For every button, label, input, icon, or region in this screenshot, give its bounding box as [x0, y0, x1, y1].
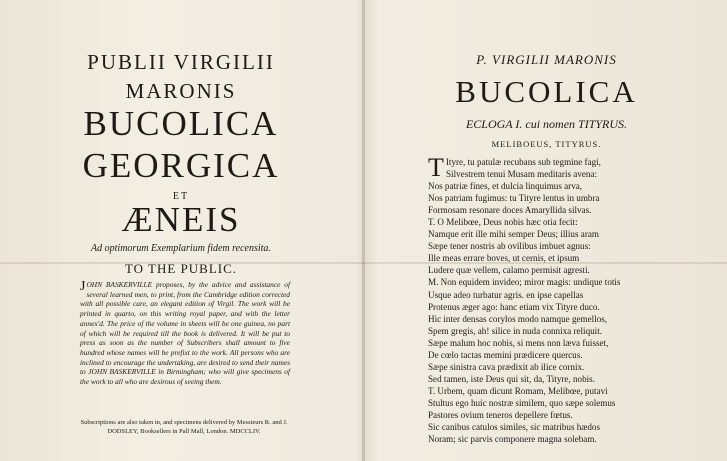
poem-line: Noram; sic parvis componere magna solebam.	[428, 434, 597, 445]
right-title-line1: P. VIRGILII MARONIS	[476, 52, 617, 67]
left-et: ET	[172, 191, 190, 202]
public-heading: TO THE PUBLIC.	[124, 261, 238, 276]
subscription-footer: Subscriptions are also taken in, and specimens delivered by Messieurs R. and J. DODSLEY, Booksellers in Pall Mall, London. MDCCLIV.	[80, 419, 288, 435]
poem-line: M. Non equidem invideo; miror magis: undique totis	[428, 277, 621, 288]
left-big-title-aeneis: ÆNEIS	[121, 200, 241, 239]
left-subtitle: Ad optimorum Exemplarium fidem recensita.	[91, 243, 271, 254]
poem-line: Nos patriam fugimus: tu Tityre lentus in umbra	[428, 193, 600, 204]
proposal-text	[80, 280, 290, 387]
poem-line: Ille meas errare boves, ut cernis, et ipsum	[428, 253, 580, 264]
poem-line: Usque adeo turbatur agris. en ipse capellas	[428, 289, 584, 300]
poem-line: Nos patriæ fines, et dulcia linquimus arva,	[428, 181, 583, 192]
poem-line: Sæpe tener nostris ab ovilibus imbuet agnus:	[428, 241, 591, 252]
poem-line: De cœlo tactas memini prædicere quercus.	[428, 349, 583, 360]
poem-drop-cap: T	[428, 153, 444, 182]
ecloga-heading: ECLOGA I. cui nomen TITYRUS.	[465, 117, 628, 131]
poem-line: Sæpe malum hoc nobis, si mens non læva fuisset,	[428, 337, 609, 348]
right-page	[366, 0, 727, 461]
speakers-line: MELIBOEUS, TITYRUS.	[491, 139, 602, 149]
poem-line: Sed tamen, iste Deus qui sit, da, Tityre, nobis.	[428, 373, 595, 384]
poem-line: Spem gregis, ah! silice in nuda connixa reliquit.	[428, 325, 603, 336]
right-big-title: BUCOLICA	[455, 74, 638, 109]
poem-line: Pastores ovium teneros depellere fœtus.	[428, 409, 573, 420]
poem-line: Silvestrem tenui Musam meditaris avena:	[446, 169, 598, 180]
left-title-line1: PUBLII VIRGILII	[87, 50, 275, 74]
poem-line: Sæpe sinistra cava prædixit ab ilice cornix.	[428, 361, 585, 372]
poem-line: Namque erit ille mihi semper Deus; illius aram	[428, 229, 599, 240]
proposal-drop-letter: J	[80, 279, 86, 294]
left-big-title-bucolica: BUCOLICA	[83, 104, 279, 143]
poem-line: T. Urbem, quam dicunt Romam, Melibœe, putavi	[428, 385, 608, 396]
left-title-line2: MARONIS	[125, 79, 237, 103]
left-big-title-georgica: GEORGICA	[82, 146, 280, 185]
left-page	[0, 0, 362, 461]
vertical-fold	[362, 0, 365, 461]
poem	[428, 153, 698, 445]
proposal-body: OHN BASKERVILLE proposes, by the advice and assistance of several learned men, to print, from the Cambridge edition corrected with all possible care, an elegant edition of Virgil. The work will be printed in quarto, on this writing royal paper, and with the letter annex'd. The price of the volume in sheets will be one guinea, no part of which will be required till the book is delivered. It will be put to press as soon as the number of Subscribers shall amount to five hundred whose names will be prefixt to the work. All persons who are inclined to encourage the undertaking, are desired to send their names to JOHN BASKERVILLE in Birmingham; who will give specimens of the work to all who are desirous of seeing them.	[80, 280, 290, 387]
poem-line: Formosam resonare doces Amaryllida silvas.	[428, 205, 592, 216]
poem-line: Ityre, tu patulæ recubans sub tegmine fagi,	[445, 157, 601, 167]
poem-line: Hic inter densas corylos modo namque gemellos,	[428, 313, 608, 324]
poem-line: Protenus æger ago: hanc etiam vix Tityre duco.	[428, 301, 600, 312]
poem-line: Stultus ego huic nostræ similem, quo sæpe solemus	[428, 397, 616, 408]
poem-line: T. O Melibœe, Deus nobis hæc otia fecit:	[428, 217, 578, 228]
poem-line: Ludere quæ vellem, calamo permisit agresti.	[428, 265, 590, 276]
poem-line: Sic canibus catulos similes, sic matribus hædos	[428, 422, 601, 433]
